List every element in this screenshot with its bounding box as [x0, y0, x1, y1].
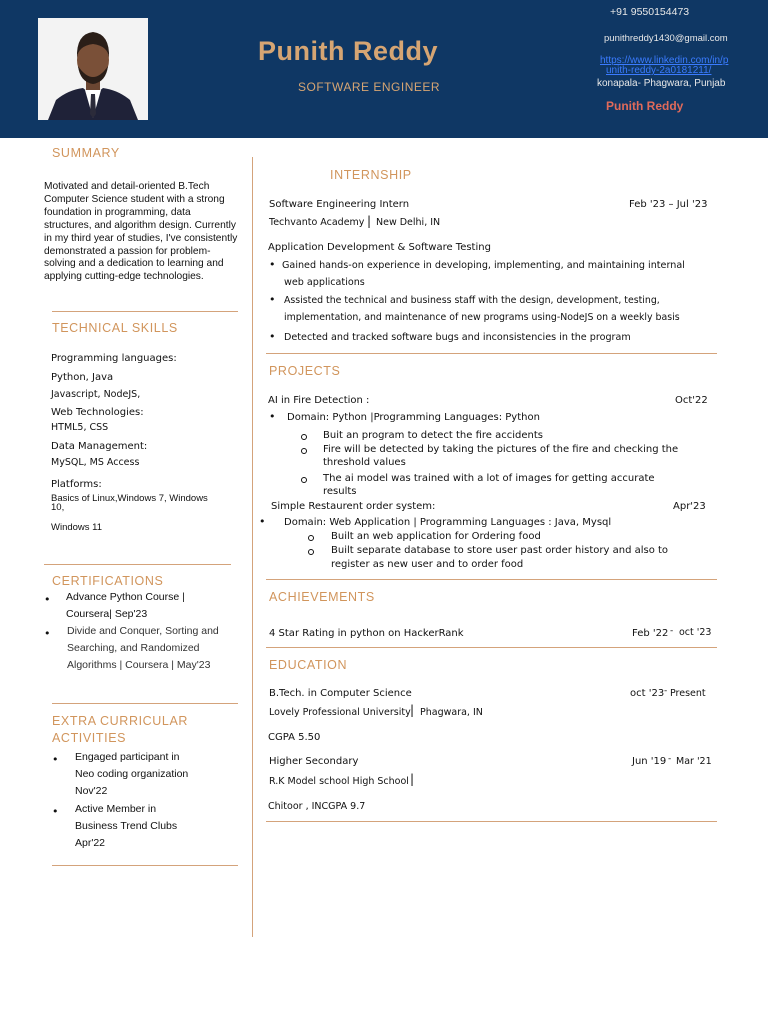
- bullet: •: [52, 805, 59, 818]
- extra-1-line3: Nov'22: [75, 785, 108, 797]
- projects-heading: PROJECTS: [269, 364, 341, 378]
- divider: [266, 821, 717, 822]
- project-1-date: Oct'22: [675, 395, 708, 406]
- skills-platforms-label: Platforms:: [51, 479, 102, 490]
- divider: [52, 865, 238, 866]
- education-1-date-end: Present: [670, 688, 706, 699]
- skills-data-label: Data Management:: [51, 441, 148, 452]
- profile-photo: [38, 18, 148, 120]
- achievement-1-date-start: Feb '22: [632, 628, 669, 639]
- divider: [266, 353, 717, 354]
- internship-heading: INTERNSHIP: [330, 168, 412, 182]
- bullet: •: [44, 627, 51, 640]
- project-1-point-2-line1: Fire will be detected by taking the pictures of the fire and checking the: [323, 444, 679, 455]
- achievement-1-date-end: oct '23: [679, 627, 712, 638]
- phone-number: +91 9550154473: [610, 6, 690, 18]
- project-1-point-3-line2: results: [323, 486, 357, 497]
- skills-programming-label: Programming languages:: [51, 353, 177, 364]
- linkedin-link-line1[interactable]: https://www.linkedin.com/in/p: [600, 55, 729, 66]
- bullet: •: [269, 330, 276, 343]
- internship-location: New Delhi, IN: [376, 217, 441, 228]
- certifications-heading: CERTIFICATIONS: [52, 574, 164, 588]
- separator: |: [367, 214, 372, 228]
- education-2-school: R.K Model school High School: [269, 776, 409, 787]
- divider: [52, 311, 238, 312]
- project-1-point-3-line1: The ai model was trained with a lot of images for getting accurate: [323, 473, 655, 484]
- education-1-date-start: oct '23: [630, 688, 665, 699]
- divider: [52, 703, 238, 704]
- bullet: •: [259, 515, 266, 528]
- internship-bullet-1-line2: web applications: [284, 277, 365, 288]
- bullet: •: [269, 258, 276, 271]
- extra-curricular-heading-2: ACTIVITIES: [52, 731, 127, 745]
- education-2-date-start: Jun '19: [632, 756, 667, 767]
- project-2-title: Simple Restaurent order system:: [271, 501, 436, 512]
- skills-programming-1: Python, Java: [51, 372, 114, 383]
- bullet: •: [269, 410, 276, 423]
- skills-web-label: Web Technologies:: [51, 407, 144, 418]
- address: konapala- Phagwara, Punjab: [597, 78, 726, 89]
- skills-programming-2: Javascript, NodeJS,: [51, 389, 141, 400]
- internship-bullet-3: Detected and tracked software bugs and inconsistencies in the program: [284, 332, 631, 343]
- project-1-point-2-line2: threshold values: [323, 457, 406, 468]
- summary-heading: SUMMARY: [52, 146, 120, 160]
- bullet: •: [52, 753, 59, 766]
- project-1-title: AI in Fire Detection :: [268, 395, 370, 406]
- dash: -: [668, 754, 672, 764]
- sub-bullet: [301, 434, 307, 440]
- project-2-point-1: Built an web application for Ordering food: [331, 531, 541, 542]
- sub-bullet: [301, 448, 307, 454]
- bullet: •: [269, 293, 276, 306]
- achievement-1: 4 Star Rating in python on HackerRank: [269, 628, 464, 639]
- extra-curricular-heading-1: EXTRA CURRICULAR: [52, 714, 189, 728]
- project-1-domain: Domain: Python |Programming Languages: Python: [287, 412, 540, 423]
- education-1-location: Phagwara, IN: [420, 707, 483, 718]
- project-1-point-1: Buit an program to detect the fire accidents: [323, 430, 543, 441]
- sub-bullet: [308, 549, 314, 555]
- summary-text: Motivated and detail-oriented B.Tech Computer Science student with a strong foundation in programming, data structures, and algorithm design. Currently in my third year of studies, I've consistently demonstrated a passion for problem-solving and a dedication to learning and applying cutting-edge technologies.: [44, 181, 238, 283]
- extra-1-line1: Engaged participant in: [75, 751, 180, 763]
- column-divider: [252, 157, 253, 937]
- dash: -: [670, 626, 674, 636]
- candidate-name: Punith Reddy: [258, 36, 438, 66]
- extra-1-line2: Neo coding organization: [75, 768, 189, 780]
- education-1-degree: B.Tech. in Computer Science: [269, 688, 412, 699]
- technical-skills-heading: TECHNICAL SKILLS: [52, 321, 178, 335]
- project-2-point-2-line1: Built separate database to store user past order history and also to: [331, 545, 669, 556]
- project-2-date: Apr'23: [673, 501, 706, 512]
- divider: [44, 564, 231, 565]
- skills-platforms-1: Basics of Linux,Windows 7, Windows: [51, 493, 208, 504]
- bullet: •: [44, 593, 51, 606]
- education-1-school: Lovely Professional University: [269, 707, 411, 718]
- extra-2-line3: Apr'22: [75, 837, 106, 849]
- cert-1-line1: Advance Python Course |: [66, 591, 185, 603]
- signature-name: Punith Reddy: [606, 99, 684, 113]
- linkedin-link-line2[interactable]: unith-reddy-2a0181211/: [606, 65, 712, 76]
- sub-bullet: [308, 535, 314, 541]
- extra-2-line2: Business Trend Clubs: [75, 820, 178, 832]
- skills-platforms-2: 10,: [51, 502, 65, 513]
- cert-2-line3: Algorithms | Coursera | May'23: [67, 659, 211, 671]
- project-2-domain: Domain: Web Application | Programming Languages : Java, Mysql: [284, 517, 612, 528]
- skills-web-1: HTML5, CSS: [51, 422, 109, 433]
- divider: [266, 647, 717, 648]
- dash: -: [664, 686, 668, 696]
- achievements-heading: ACHIEVEMENTS: [269, 590, 375, 604]
- separator: |: [410, 772, 415, 786]
- skills-data-1: MySQL, MS Access: [51, 457, 140, 468]
- internship-bullet-1-line1: Gained hands-on experience in developing, implementing, and maintaining internal: [282, 260, 685, 271]
- internship-role: Software Engineering Intern: [269, 199, 410, 210]
- internship-bullet-2-line1: Assisted the technical and business staff with the design, development, testing,: [284, 295, 660, 306]
- cert-1-line2: Coursera| Sep'23: [66, 608, 148, 620]
- education-1-cgpa: CGPA 5.50: [268, 732, 321, 743]
- education-2-location: Chitoor , INCGPA 9.7: [268, 801, 366, 812]
- divider: [266, 579, 717, 580]
- internship-company: Techvanto Academy: [269, 217, 365, 228]
- internship-bullet-2-line2: implementation, and maintenance of new programs using-NodeJS on a weekly basis: [284, 312, 680, 323]
- sub-bullet: [301, 477, 307, 483]
- project-2-point-2-line2: register as new user and to order food: [331, 559, 524, 570]
- cert-2-line1: Divide and Conquer, Sorting and: [67, 625, 219, 637]
- candidate-title: SOFTWARE ENGINEER: [298, 80, 441, 94]
- internship-subtitle: Application Development & Software Testing: [268, 242, 491, 253]
- education-heading: EDUCATION: [269, 658, 348, 672]
- internship-dates: Feb '23 – Jul '23: [629, 199, 708, 210]
- skills-platforms-3: Windows 11: [51, 522, 103, 533]
- profile-photo-image: [38, 18, 148, 120]
- extra-2-line1: Active Member in: [75, 803, 157, 815]
- separator: |: [410, 703, 415, 717]
- cert-2-line2: Searching, and Randomized: [67, 642, 200, 654]
- education-2-date-end: Mar '21: [676, 756, 712, 767]
- email-address[interactable]: punithreddy1430@gmail.com: [604, 33, 728, 44]
- education-2-degree: Higher Secondary: [269, 756, 359, 767]
